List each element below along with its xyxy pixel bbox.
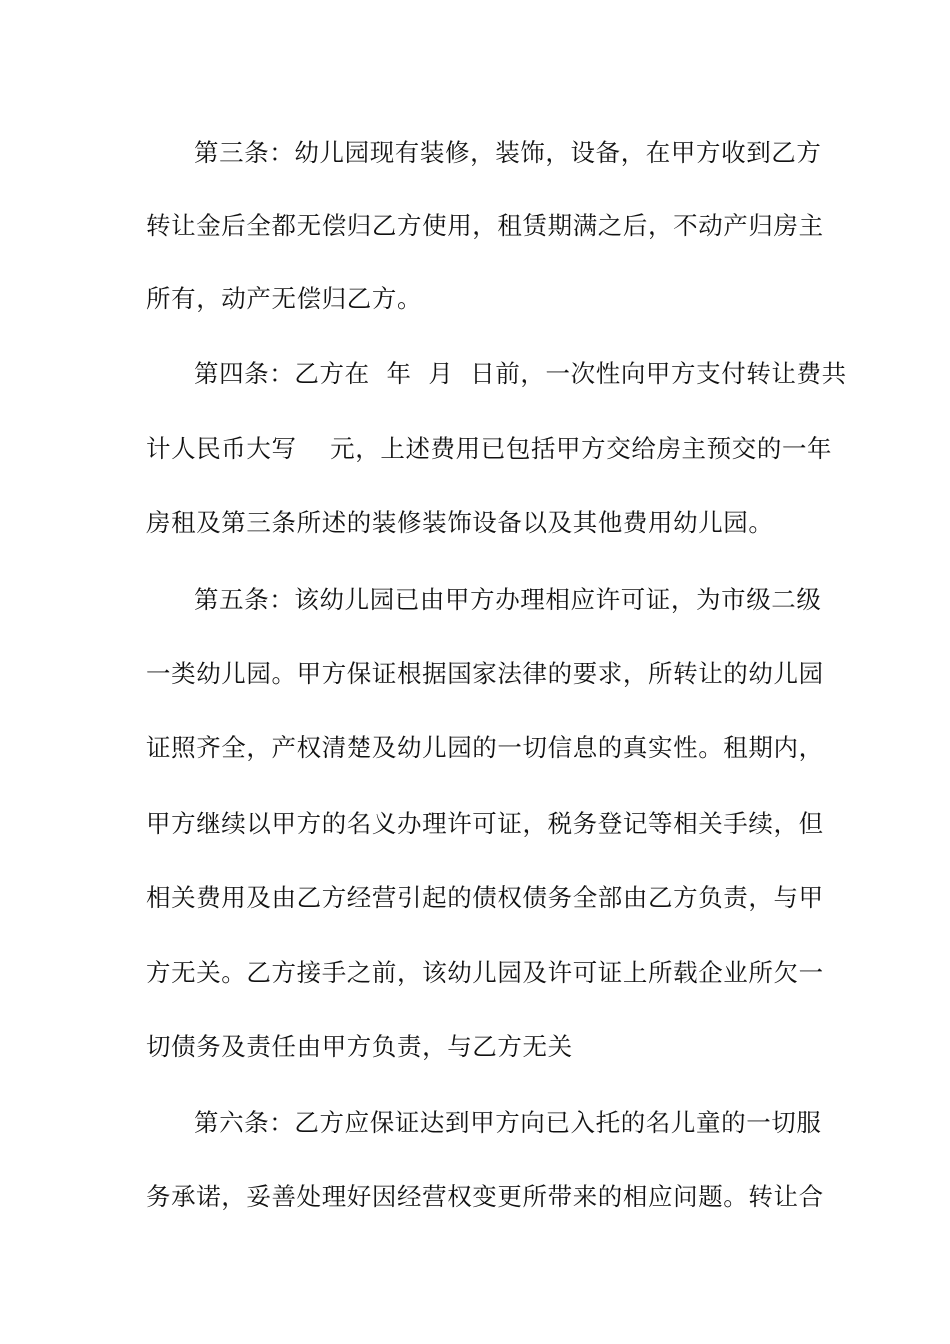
article-4-line-2: 计人民币大写 元，上述费用已包括甲方交给房主预交的一年 (146, 434, 833, 463)
article-3-line-2: 转让金后全都无偿归乙方使用，租赁期满之后，不动产归房主 (146, 211, 824, 240)
article-4-line-3: 房租及第三条所述的装修装饰设备以及其他费用幼儿园。 (146, 508, 774, 537)
article-5-line-7: 切债务及责任由甲方负责，与乙方无关 (146, 1032, 573, 1061)
article-3-line-1: 第三条：幼儿园现有装修，装饰，设备，在甲方收到乙方 (194, 138, 822, 167)
article-3-line-3: 所有，动产无偿归乙方。 (146, 284, 423, 313)
article-5-line-6: 方无关。乙方接手之前，该幼儿园及许可证上所载企业所欠一 (146, 958, 824, 987)
article-5-line-1: 第五条：该幼儿园已由甲方办理相应许可证，为市级二级 (194, 585, 822, 614)
article-5-line-5: 相关费用及由乙方经营引起的债权债务全部由乙方负责，与甲 (146, 883, 824, 912)
article-5-line-2: 一类幼儿园。甲方保证根据国家法律的要求，所转让的幼儿园 (146, 659, 824, 688)
article-6-line-2: 务承诺，妥善处理好因经营权变更所带来的相应问题。转让合 (146, 1182, 824, 1211)
article-4-line-1: 第四条：乙方在 年 月 日前，一次性向甲方支付转让费共 (194, 359, 847, 388)
article-6-line-1: 第六条：乙方应保证达到甲方向已入托的名儿童的一切服 (194, 1108, 822, 1137)
article-5-line-3: 证照齐全，产权清楚及幼儿园的一切信息的真实性。租期内， (146, 733, 824, 762)
article-5-line-4: 甲方继续以甲方的名义办理许可证，税务登记等相关手续，但 (146, 809, 824, 838)
